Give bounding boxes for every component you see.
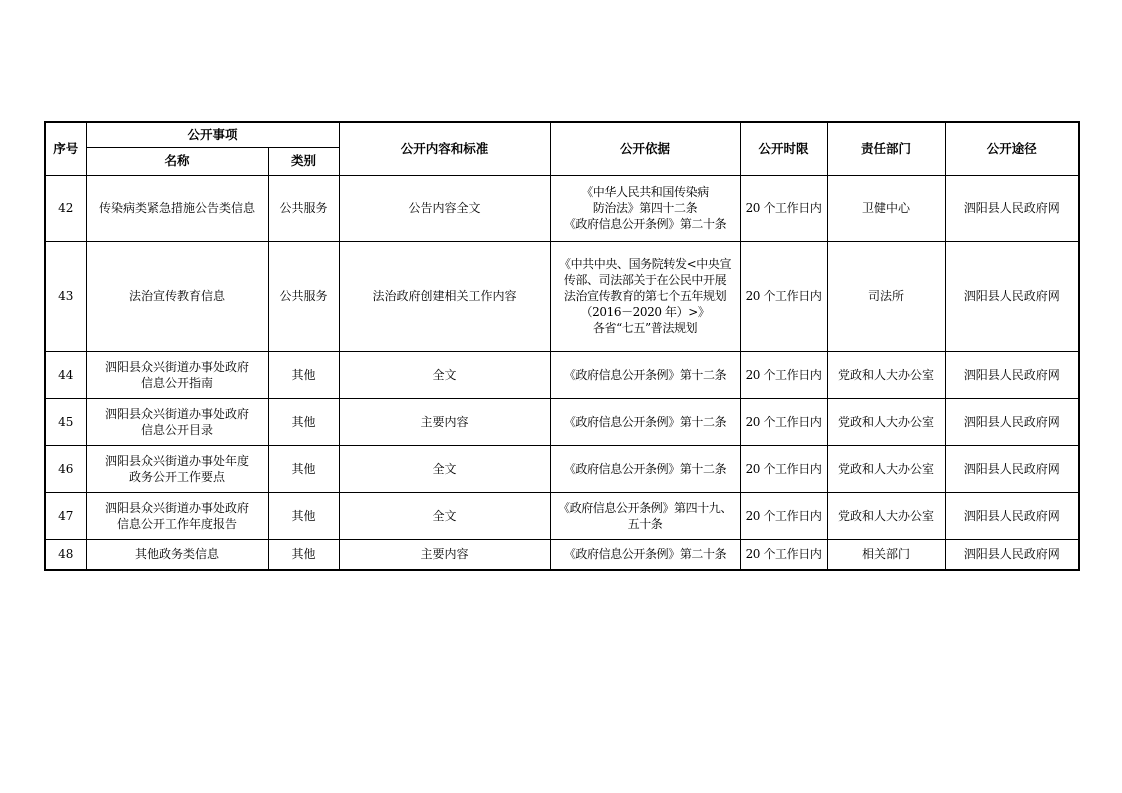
cell-channel: 泗阳县人民政府网	[945, 445, 1079, 492]
cell-name	[86, 241, 268, 351]
cell-name-line: 信息公开目录	[140, 422, 213, 437]
table-row	[45, 241, 1079, 351]
table-body	[45, 175, 1079, 570]
cell-category: 其他	[268, 445, 339, 492]
cell-channel: 泗阳县人民政府网	[945, 539, 1079, 570]
cell-basis	[550, 241, 740, 351]
table-row	[45, 398, 1079, 445]
cell-time-limit: 20 个工作日内	[740, 492, 827, 539]
cell-basis-line: 《政府信息公开条例》第十二条	[563, 367, 727, 382]
cell-department: 司法所	[827, 241, 945, 351]
cell-name-line: 泗阳县众兴街道办事处年度	[104, 453, 249, 468]
cell-channel: 泗阳县人民政府网	[945, 351, 1079, 398]
cell-content: 主要内容	[339, 539, 550, 570]
cell-basis-line: 各省“七五”普法规划	[592, 321, 698, 335]
table-row	[45, 175, 1079, 241]
cell-basis	[550, 492, 740, 539]
cell-basis-line: 《政府信息公开条例》第四十九、	[558, 500, 733, 515]
table-row	[45, 492, 1079, 539]
cell-content: 全文	[339, 445, 550, 492]
cell-time-limit: 20 个工作日内	[740, 241, 827, 351]
header-seq: 序号	[45, 122, 86, 175]
cell-time-limit: 20 个工作日内	[740, 175, 827, 241]
cell-name	[86, 351, 268, 398]
cell-department: 党政和人大办公室	[827, 445, 945, 492]
cell-seq: 46	[45, 445, 86, 492]
cell-basis-line: 《政府信息公开条例》第十二条	[563, 414, 727, 429]
cell-content: 主要内容	[339, 398, 550, 445]
cell-category: 公共服务	[268, 175, 339, 241]
cell-basis	[550, 398, 740, 445]
cell-time-limit: 20 个工作日内	[740, 351, 827, 398]
cell-name-line: 其他政务类信息	[134, 547, 219, 562]
header-basis: 公开依据	[550, 122, 740, 175]
cell-name-line: 信息公开指南	[140, 375, 213, 390]
cell-channel: 泗阳县人民政府网	[945, 492, 1079, 539]
cell-content: 法治政府创建相关工作内容	[339, 241, 550, 351]
cell-basis-line: 五十条	[627, 516, 663, 531]
cell-name-line: 泗阳县众兴街道办事处政府	[104, 359, 249, 374]
cell-seq: 48	[45, 539, 86, 570]
header-department: 责任部门	[827, 122, 945, 175]
cell-channel: 泗阳县人民政府网	[945, 175, 1079, 241]
header-content: 公开内容和标准	[339, 122, 550, 175]
cell-basis-line: 法治宣传教育的第七个五年规划	[563, 289, 727, 303]
cell-name	[86, 175, 268, 241]
disclosure-table	[44, 121, 1080, 571]
cell-basis	[550, 351, 740, 398]
cell-basis	[550, 539, 740, 570]
cell-name-line: 泗阳县众兴街道办事处政府	[104, 500, 249, 515]
header-item-group: 公开事项	[86, 122, 339, 147]
cell-time-limit: 20 个工作日内	[740, 445, 827, 492]
cell-name-line: 信息公开工作年度报告	[116, 516, 237, 531]
header-category: 类别	[268, 147, 339, 175]
cell-category: 其他	[268, 492, 339, 539]
cell-basis-line: 防治法》第四十二条	[592, 201, 698, 215]
cell-content: 公告内容全文	[339, 175, 550, 241]
cell-name	[86, 492, 268, 539]
cell-basis-line: 传部、司法部关于在公民中开展	[563, 273, 727, 287]
cell-department: 党政和人大办公室	[827, 398, 945, 445]
cell-time-limit: 20 个工作日内	[740, 539, 827, 570]
cell-department: 卫健中心	[827, 175, 945, 241]
cell-category: 公共服务	[268, 241, 339, 351]
cell-basis-line: 《中华人民共和国传染病	[581, 185, 709, 199]
cell-seq: 45	[45, 398, 86, 445]
cell-basis	[550, 445, 740, 492]
header-name: 名称	[86, 147, 268, 175]
table-row	[45, 539, 1079, 570]
cell-time-limit: 20 个工作日内	[740, 398, 827, 445]
cell-seq: 43	[45, 241, 86, 351]
cell-name-line: 传染病类紧急措施公告类信息	[98, 201, 255, 215]
cell-channel: 泗阳县人民政府网	[945, 241, 1079, 351]
table-row	[45, 445, 1079, 492]
cell-basis-line: （2016－2020 年）>》	[580, 305, 710, 319]
cell-department: 相关部门	[827, 539, 945, 570]
header-channel: 公开途径	[945, 122, 1079, 175]
cell-name	[86, 398, 268, 445]
cell-department: 党政和人大办公室	[827, 351, 945, 398]
cell-basis-line: 《政府信息公开条例》第二十条	[563, 547, 727, 562]
table-row	[45, 351, 1079, 398]
cell-category: 其他	[268, 351, 339, 398]
cell-content: 全文	[339, 351, 550, 398]
cell-basis-line: 《政府信息公开条例》第二十条	[563, 217, 727, 231]
cell-basis-line: 《政府信息公开条例》第十二条	[563, 461, 727, 476]
cell-name	[86, 539, 268, 570]
cell-name-line: 泗阳县众兴街道办事处政府	[104, 406, 249, 421]
cell-name-line: 法治宣传教育信息	[128, 289, 225, 303]
cell-category: 其他	[268, 539, 339, 570]
header-time-limit: 公开时限	[740, 122, 827, 175]
cell-content: 全文	[339, 492, 550, 539]
cell-basis-line: 《中共中央、国务院转发<中央宣	[558, 257, 732, 271]
cell-department: 党政和人大办公室	[827, 492, 945, 539]
cell-seq: 44	[45, 351, 86, 398]
cell-seq: 42	[45, 175, 86, 241]
cell-seq: 47	[45, 492, 86, 539]
cell-name	[86, 445, 268, 492]
cell-channel: 泗阳县人民政府网	[945, 398, 1079, 445]
cell-basis	[550, 175, 740, 241]
cell-name-line: 政务公开工作要点	[128, 469, 225, 484]
cell-category: 其他	[268, 398, 339, 445]
